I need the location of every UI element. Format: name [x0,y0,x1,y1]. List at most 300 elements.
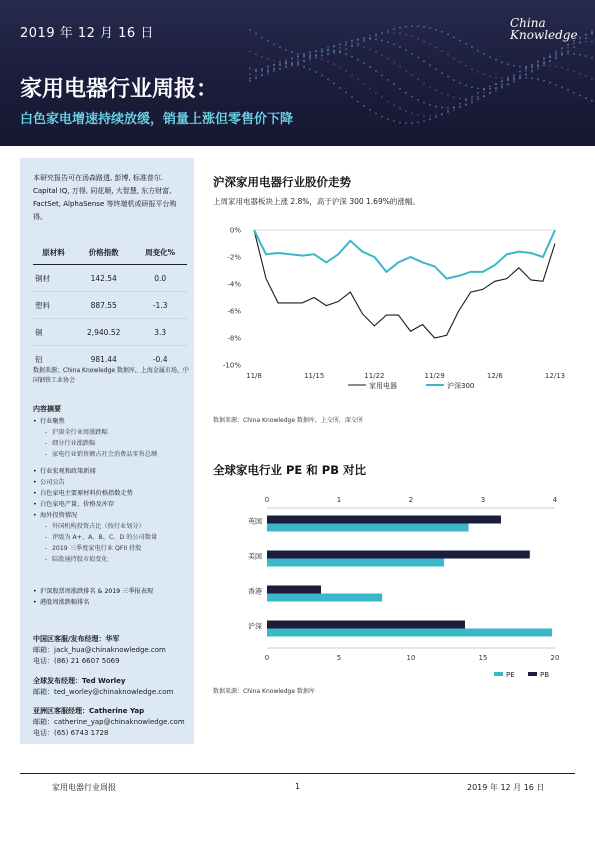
wave-dot [453,109,455,111]
wave-dot [573,43,575,45]
wave-dot [453,107,455,109]
wave-dot [495,90,497,92]
table-cell: -0.4 [133,346,187,373]
wave-dot [543,65,545,67]
pe-tick-label: 20 [550,654,560,662]
summary-list-item: - 细分行业涨跌幅 [33,438,193,449]
wave-dot [441,31,443,33]
wave-dot [519,77,521,79]
contact-email[interactable]: 邮箱：jack_hua@chinaknowledge.com [33,646,166,654]
wave-dot [555,57,557,59]
y-tick-label: -2% [227,253,241,262]
wave-dot [471,68,473,70]
wave-dot [567,68,569,70]
wave-dot [585,34,587,36]
wave-dot [333,52,335,54]
table-cell: 2,940.52 [74,319,133,346]
summary-list-item: • 行业宏观和政策新闻 [33,466,193,477]
report-date: 2019 年 12 月 16 日 [20,26,154,41]
wave-dot [489,85,491,87]
wave-dot [585,75,587,77]
bar-pe [267,524,469,532]
bar-pe [267,629,552,637]
wave-dot [453,79,455,81]
chart1-title: 沪深家用电器行业股价走势 [213,175,351,189]
wave-dot [429,118,431,120]
wave-dot [555,52,557,54]
x-tick-label: 11/29 [424,372,445,380]
table-cell: 3.3 [133,319,187,346]
wave-dot [333,45,335,47]
wave-dot [417,25,419,27]
category-label: 沪深 [248,622,262,631]
wave-dot [363,46,365,48]
wave-dot [525,74,527,76]
x-tick-label: 11/8 [246,372,262,380]
wave-dot [537,78,539,80]
wave-dot [555,84,557,86]
wave-dot [555,66,557,68]
legend-swatch-pe [494,672,503,676]
wave-dot [291,57,293,59]
wave-dot [471,98,473,100]
wave-dot [345,41,347,43]
wave-dot [393,62,395,64]
category-label: 英国 [248,517,262,526]
wave-dot [417,38,419,40]
wave-dot [513,81,515,83]
wave-dot [369,109,371,111]
y-tick-label: -6% [227,307,241,316]
wave-dot [591,100,593,102]
wave-dot [339,67,341,69]
wave-dot [327,46,329,48]
wave-dot [435,47,437,49]
wave-dot [573,46,575,48]
wave-dot [447,107,449,109]
wave-dot [423,26,425,28]
wave-dot [381,32,383,34]
footer-divider [20,773,575,774]
wave-dot [363,40,365,42]
wave-dot [303,53,305,55]
wave-dot [297,62,299,64]
wave-dot [321,55,323,57]
x-tick-label: 12/6 [486,372,503,380]
wave-dot [321,75,323,77]
wave-dot [435,116,437,118]
y-tick-label: -4% [227,280,241,289]
wave-dot [381,40,383,42]
contact-china [33,634,193,667]
logo-line-1: China [510,16,546,30]
wave-dot [411,53,413,55]
wave-dot [399,27,401,29]
wave-dot [255,77,257,79]
table-row [33,265,187,292]
wave-dot [549,56,551,58]
pb-tick-label: 4 [552,496,558,504]
wave-dot [369,66,371,68]
wave-dot [573,92,575,94]
wave-dot [591,30,593,32]
wave-dot [255,74,257,76]
table-source-note: 数据来源：China Knowledge 数据库，上海金属市场，中国钢铁工业协会 [33,367,189,384]
wave-dot [339,51,341,53]
wave-dot [483,95,485,97]
pe-tick-label: 5 [336,654,342,662]
wave-dot [405,26,407,28]
column-header: 原材料 [33,240,74,265]
logo-line-2: Knowledge [510,28,578,42]
wave-dot [273,64,275,66]
wave-dot [255,70,257,72]
wave-dot [555,54,557,56]
wave-dot [285,63,287,65]
wave-dot [387,79,389,81]
wave-dot [249,68,251,70]
wave-dot [465,84,467,86]
wave-dot [513,73,515,75]
wave-dot [483,92,485,94]
legend-label: PB [540,671,550,679]
table-cell: 塑料 [33,292,74,319]
wave-dot [471,101,473,103]
wave-dot [375,70,377,72]
wave-dot [555,50,557,52]
wave-dot [441,92,443,94]
wave-dot [471,86,473,88]
wave-dot [273,67,275,69]
wave-dot [417,56,419,58]
raw-material-price-table [33,240,187,373]
bar-pe [267,559,444,567]
wave-dot [399,88,401,90]
table-header-row [33,240,187,265]
wave-dot [525,70,527,72]
series-line-home-appliance [254,230,555,338]
wave-dot [561,47,563,49]
chart1-description: 上周家用电器板块上涨 2.8%，高于沪深 300 1.69%的涨幅。 [213,197,420,206]
wave-dot [339,87,341,89]
wave-dot [261,68,263,70]
summary-heading: 内容摘要 [33,405,61,413]
wave-dot [585,41,587,43]
wave-dot [459,61,461,63]
wave-dot [459,106,461,108]
wave-dot [429,104,431,106]
wave-dot [249,29,251,31]
wave-dot [393,120,395,122]
wave-dot [351,42,353,44]
report-subtitle: 白色家电增速持续放缓，销量上涨但零售价下降 [20,112,294,127]
x-tick-label: 11/22 [364,372,385,380]
wave-dot [357,45,359,47]
wave-dot [393,28,395,30]
wave-dot [495,83,497,85]
wave-dot [351,46,353,48]
x-tick-label: 11/15 [304,372,325,380]
pe-pb-bar-chart [210,490,575,682]
wave-dot [375,38,377,40]
bar-pb [267,586,321,594]
wave-dot [411,112,413,114]
summary-list-item: - 外国机构投资占比（按行业划分） [33,521,193,532]
wave-dot [387,32,389,34]
wave-dot [447,112,449,114]
wave-dot [375,92,377,94]
summary-list-item: • 白色家电产量、价格及库存 [33,499,193,510]
wave-dot [279,46,281,48]
wave-dot [273,71,275,73]
category-label: 美国 [248,552,262,561]
wave-dot [477,71,479,73]
wave-dot [285,59,287,61]
wave-dot [459,40,461,42]
chart2-title: 全球家电行业 PE 和 PB 对比 [213,463,366,477]
y-tick-label: -10% [222,361,241,370]
wave-dot [375,51,377,53]
wave-dot [447,95,449,97]
wave-dot [591,57,593,59]
pb-tick-label: 0 [264,496,270,504]
wave-dot [405,70,407,72]
wave-dot [345,92,347,94]
wave-dot [315,50,317,52]
wave-dot [255,33,257,35]
wave-dot [279,63,281,65]
wave-dot [567,89,569,91]
wave-dot [495,59,497,61]
table-cell: -1.3 [133,292,187,319]
wave-dot [441,72,443,74]
wave-dot [267,65,269,67]
wave-dot [417,78,419,80]
summary-list-item: • 公司公告 [33,477,193,488]
wave-dot [465,65,467,67]
wave-dot [447,33,449,35]
wave-dot [285,49,287,51]
wave-dot [549,82,551,84]
wave-dot [285,65,287,67]
contact-global [33,676,193,698]
wave-dot [549,65,551,67]
wave-dot [585,97,587,99]
wave-dot [579,41,581,43]
wave-dot [309,56,311,58]
wave-dot [531,67,533,69]
wave-dot [351,40,353,42]
contact-email[interactable]: 邮箱：catherine_yap@chinaknowledge.com [33,718,185,726]
wave-dot [255,53,257,55]
summary-list-item: • 港股周涨跌幅排名 [33,597,193,608]
wave-dot [477,92,479,94]
wave-dot [369,88,371,90]
pe-tick-label: 0 [264,654,270,662]
wave-dot [363,105,365,107]
wave-dot [351,44,353,46]
wave-dot [375,112,377,114]
wave-dot [423,60,425,62]
wave-dot [369,38,371,40]
chart2-source: 数据来源：China Knowledge 数据库 [213,688,315,695]
legend-swatch-pb [528,672,537,676]
wave-dot [465,103,467,105]
wave-dot [573,53,575,55]
wave-dot [429,43,431,45]
column-header: 周变化% [133,240,187,265]
contact-phone: 电话：(65) 6743 1728 [33,729,109,737]
wave-dot [405,110,407,112]
wave-dot [531,77,533,79]
legend-label: PE [506,671,515,679]
wave-dot [387,58,389,60]
wave-dot [327,50,329,52]
wave-dot [351,74,353,76]
summary-list-item: - 家电行业销售额占社会消费品零售总额 [33,449,193,460]
wave-dot [405,92,407,94]
wave-dot [561,53,563,55]
wave-dot [483,53,485,55]
wave-dot [531,70,533,72]
wave-dot [507,63,509,65]
contact-asia [33,706,193,739]
wave-dot [549,53,551,55]
table-cell: 981.44 [74,346,133,373]
wave-dot [357,39,359,41]
wave-dot [471,46,473,48]
summary-list-item: - 陆股通持股市值变化 [33,554,193,565]
wave-dot [591,41,593,43]
wave-dot [249,77,251,79]
wave-dot [321,51,323,53]
wave-dot [309,59,311,61]
wave-dot [309,51,311,53]
wave-dot [387,101,389,103]
contact-email[interactable]: 邮箱：ted_worley@chinaknowledge.com [33,688,174,696]
wave-dot [279,61,281,63]
wave-dot [423,115,425,117]
wave-dot [381,116,383,118]
wave-dot [333,63,335,65]
pb-tick-label: 1 [336,496,342,504]
wave-dot [579,95,581,97]
wave-dot [393,104,395,106]
wave-dot [267,58,269,60]
wave-dot [417,122,419,124]
wave-dot [357,43,359,45]
x-tick-label: 12/13 [544,372,566,380]
wave-dot [411,35,413,37]
wave-dot [429,27,431,29]
wave-dot [261,74,263,76]
wave-dot [561,67,563,69]
table-cell: 887.55 [74,292,133,319]
wave-dot [333,83,335,85]
wave-dot [297,56,299,58]
wave-dot [411,96,413,98]
wave-dot [447,110,449,112]
wave-dot [387,118,389,120]
summary-list-2 [33,466,193,565]
wave-dot [417,114,419,116]
legend-label: 家用电器 [369,382,397,390]
wave-dot [441,50,443,52]
bar-pb [267,621,465,629]
wave-dot [339,44,341,46]
wave-dot [375,33,377,35]
wave-dot [501,61,503,63]
wave-dot [513,78,515,80]
wave-dot [435,29,437,31]
wave-dot [501,77,503,79]
wave-dot [549,60,551,62]
wave-dot [507,76,509,78]
wave-dot [459,82,461,84]
wave-dot [261,70,263,72]
wave-dot [267,40,269,42]
wave-dot [579,73,581,75]
wave-dot [537,68,539,70]
wave-dot [357,101,359,103]
china-knowledge-logo [510,17,580,41]
wave-dot [489,56,491,58]
wave-dot [567,50,569,52]
table-cell: 142.54 [74,265,133,292]
wave-dot [327,52,329,54]
wave-dot [303,66,305,68]
wave-dot [495,77,497,79]
wave-dot [267,73,269,75]
wave-dot [459,103,461,105]
table-row [33,319,187,346]
table-cell: 铜 [33,319,74,346]
wave-dot [351,56,353,58]
contact-title: 亚洲区客服经理：Catherine Yap [33,707,145,715]
wave-dot [291,51,293,53]
wave-dot [477,50,479,52]
wave-dot [477,99,479,101]
wave-dot [525,68,527,70]
wave-dot [279,68,281,70]
wave-dot [573,70,575,72]
wave-dot [393,83,395,85]
wave-dot [591,78,593,80]
wave-dot [405,122,407,124]
wave-dot [543,58,545,60]
wave-dot [471,95,473,97]
availability-note: 本研究报告可在汤森路透, 彭博, 标准普尔. Capital IQ, 万得, 同花顺, 大智慧, 东方财富, FactSet, AlphaSense 等终端机或研报平台购得。 [33,174,177,221]
wave-dot [507,83,509,85]
wave-dot [249,51,251,53]
wave-dot [525,77,527,79]
wave-dot [585,55,587,57]
wave-dot [513,75,515,77]
wave-dot [411,25,413,27]
wave-dot [501,83,503,85]
wave-dot [501,81,503,83]
wave-dot [411,74,413,76]
wave-dot [345,44,347,46]
wave-dot [303,56,305,58]
wave-dot [309,53,311,55]
wave-dot [429,115,431,117]
wave-dot [351,96,353,98]
wave-dot [447,76,449,78]
wave-dot [387,30,389,32]
wave-dot [567,47,569,49]
category-label: 香港 [248,587,262,596]
